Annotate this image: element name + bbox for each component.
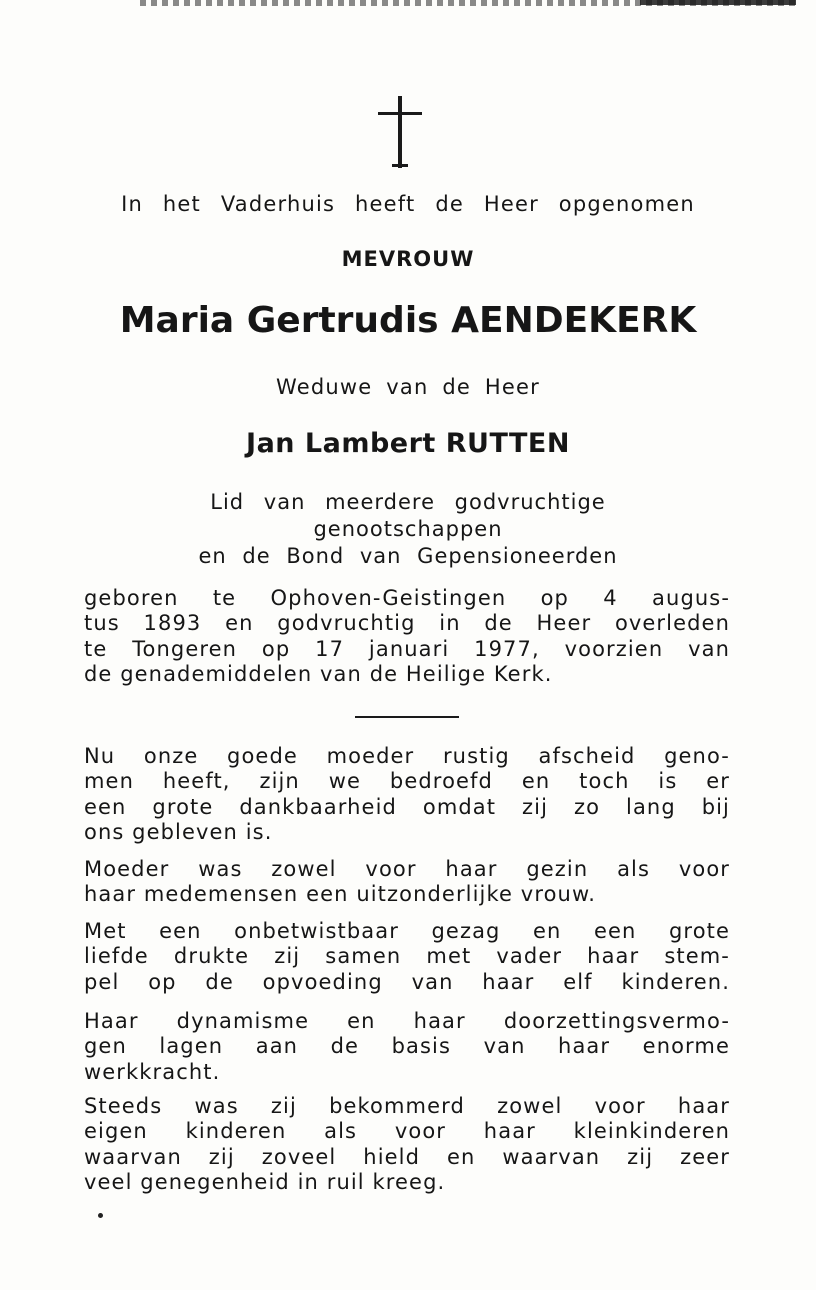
birth-death-paragraph bbox=[84, 586, 730, 688]
dot-mark bbox=[98, 1213, 103, 1218]
text-line: Met een onbetwistbaar gezag en een grote bbox=[84, 919, 730, 943]
text-line: Nu onze goede moeder rustig afscheid geno- bbox=[84, 744, 730, 768]
text-line: pel op de opvoeding van haar elf kinderen. bbox=[84, 969, 730, 994]
cross-icon bbox=[378, 96, 422, 168]
text-line: waarvan zij zoveel hield en waarvan zij zeer bbox=[84, 1144, 730, 1169]
honorific: MEVROUW bbox=[341, 247, 475, 271]
text-line: ons gebleven is. bbox=[84, 820, 273, 845]
text-line: een grote dankbaarheid omdat zij zo lang bij bbox=[84, 794, 730, 819]
text-line: Haar dynamisme en haar doorzettingsvermo- bbox=[84, 1009, 730, 1033]
tribute-paragraph bbox=[84, 857, 730, 908]
text-line: men heeft, zijn we bedroefd en toch is er bbox=[84, 769, 730, 794]
text-line: haar medemensen een uitzonderlijke vrouw. bbox=[84, 882, 597, 907]
text-line: tus 1893 en godvruchtig in de Heer overleden bbox=[84, 611, 730, 636]
scan-edge-bar bbox=[640, 0, 796, 5]
tribute-paragraph bbox=[84, 919, 730, 995]
tribute-paragraph bbox=[84, 744, 730, 846]
text-line: eigen kinderen als voor haar kleinkinderen bbox=[84, 1119, 730, 1144]
membership-line: Lid van meerdere godvruchtige bbox=[210, 490, 606, 514]
text-line: werkkracht. bbox=[84, 1059, 221, 1084]
text-line: Steeds was zij bekommerd zowel voor haar bbox=[84, 1094, 730, 1118]
husband-name: Jan Lambert RUTTEN bbox=[246, 428, 570, 459]
tribute-paragraph bbox=[84, 1094, 730, 1196]
widow-of-line: Weduwe van de Heer bbox=[276, 375, 540, 399]
text-line: de genademiddelen van de Heilige Kerk. bbox=[84, 662, 553, 687]
membership-line: en de Bond van Gepensioneerden bbox=[198, 544, 618, 568]
text-line: Moeder was zowel voor haar gezin als voor bbox=[84, 857, 730, 881]
divider-line bbox=[355, 716, 459, 718]
membership-line: genootschappen bbox=[313, 517, 503, 541]
tribute-paragraph bbox=[84, 1009, 730, 1085]
text-line: geboren te Ophoven-Geistingen op 4 augus- bbox=[84, 586, 730, 610]
text-line: veel genegenheid in ruil kreeg. bbox=[84, 1170, 446, 1195]
text-line: gen lagen aan de basis van haar enorme bbox=[84, 1034, 730, 1059]
text-line: liefde drukte zij samen met vader haar stem- bbox=[84, 944, 730, 969]
membership-block bbox=[0, 489, 816, 570]
intro-line: In het Vaderhuis heeft de Heer opgenomen bbox=[121, 192, 695, 216]
deceased-name: Maria Gertrudis AENDEKERK bbox=[119, 300, 697, 341]
text-line: te Tongeren op 17 januari 1977, voorzien van bbox=[84, 636, 730, 661]
